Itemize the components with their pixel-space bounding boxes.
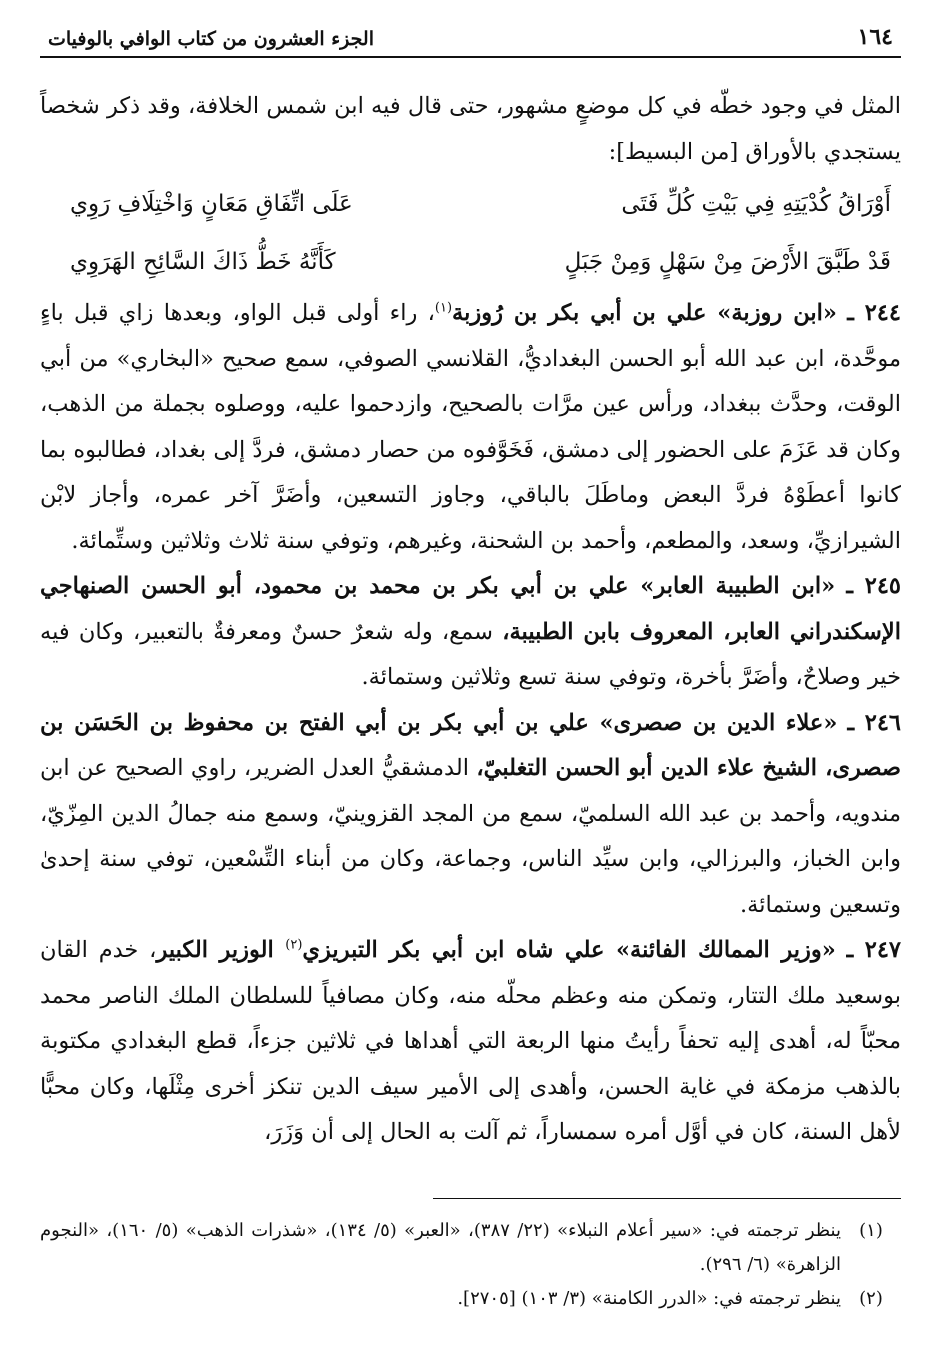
entry-247 (40, 928, 901, 1156)
verse-2-second-hemistich: كَأَنَّهُ خَطُّ ذَاكَ السَّائِحِ الهَرَوِي (70, 249, 336, 275)
verse-1-second-hemistich: عَلَى اتِّفَاقِ مَعَانٍ وَاخْتِلَافِ رَوِي (70, 191, 353, 217)
entry-heading-tail: الوزير الكبير (156, 937, 286, 963)
verse-2-first-hemistich: قَدْ طَبَّقَ الأَرْضَ مِنْ سَهْلٍ وَمِنْ جَبَلٍ (564, 249, 891, 275)
verse-1-first-hemistich: أَوْرَاقُ كُدْيَتِهِ فِي بَيْتِ كُلِّ فَتَى (621, 191, 891, 217)
entry-number: ٢٤٥ ـ (846, 573, 901, 599)
entry-text: ، راء أولى قبل الواو، وبعدها زاي قبل باءٍ موحَّدة، ابن عبد الله أبو الحسن البغداديُّ، القلانسي الصوفي، سمع صحيح «البخاري» من أبي الوقت، وحدَّث ببغداد، ورأس عين مرَّات بالصحيح، وازدحموا عليه، ووصلوه بجملة من الذهب، وكان قد عَزَمَ على الحضور إلى دمشق، فَخَوَّفوه من حصار دمشق، فردَّ إلى بغداد، فطالبوه بما كانوا أعطَوْهُ فردَّ البعض وماطَلَ بالباقي، وجاوز التسعين، وأضَرَّ آخر عمره، وأجاز لابْن الشيرازيِّ، وسعد، والمطعم، وأحمد بن الشحنة، وغيرهم، وتوفي سنة ثلاث وثلاثين وستِّمائة. (40, 300, 901, 554)
footnotes (40, 1214, 901, 1316)
footnote-2 (40, 1282, 901, 1316)
footnote-text: ينظر ترجمته في: «سير أعلام النبلاء» (٢٢/ ٣٨٧)، «العبر» (٥/ ١٣٤)، «شذرات الذهب» (٥/ ١٦٠)، «النجوم الزاهرة» (٦/ ٢٩٦). (40, 1220, 841, 1275)
entry-heading: «ابن الطبيبة العابر» علي بن أبي بكر بن محمد بن محمود، أبو الحسن الصنهاجي الإسكندراني العابر، المعروف بابن الطبيبة، (40, 573, 901, 645)
entry-heading: «علاء الدين بن صصرى» علي بن أبي بكر بن أبي الفتح بن محفوظ بن الحَسَن بن صصرى، الشيخ علاء الدين أبو الحسن التغلبيّ، (40, 709, 901, 781)
running-header (40, 18, 901, 58)
footnote-1 (40, 1214, 901, 1282)
entry-text: سمع، وله شعرٌ حسنٌ ومعرفةٌ بالتعبير، وكان فيه خير وصلاحٌ، وأضَرَّ بأخرة، وتوفي سنة تسع وثلاثين وستمائة. (40, 618, 901, 690)
entry-number: ٢٤٦ ـ (847, 709, 901, 736)
entry-text: ، خدم القان بوسعيد ملك التتار، وتمكن منه وعظم محلّه منه، وكان مصافياً للسلطان الملك الناصر محمد محبّاً له، أهدى إليه تحفاً رأيتُ منها الربعة التي أهداها في ثلاثين جزءاً، قطع البغدادي مكتوبة بالذهب مزمكة في غاية الحسن، وأهدى إلى الأمير سيف الدين تنكز أخرى مِثْلَها، وكان محبًّا لأهل السنة، كان في أوَّل أمره سمساراً، ثم آلت به الحال إلى أن وَزَرَ، (40, 937, 901, 1145)
main-text (40, 84, 901, 1156)
poem-verse-2 (40, 233, 901, 291)
entry-text: الدمشقيُّ العدل الضرير، راوي الصحيح عن ابن مندويه، وأحمد بن عبد الله السلميّ، سمع من المجد القزوينيّ، وسمع منه جمالُ الدين المِزّيّ، وابن الخباز، والبرزالي، وابن سيِّد الناس، وجماعة، وكان من أبناء التِّسْعين، توفي سنة إحدىٰ وتسعين وستمائة. (40, 755, 901, 918)
entry-245 (40, 564, 901, 701)
entry-number: ٢٤٧ ـ (846, 937, 901, 963)
entry-number: ٢٤٤ ـ (847, 300, 901, 326)
running-title: الجزء العشرون من كتاب الوافي بالوفيات (48, 28, 374, 50)
entry-heading: «وزير الممالك الفائنة» علي شاه ابن أبي بكر التبريزي (302, 937, 836, 963)
footnote-text: ينظر ترجمته في: «الدرر الكامنة» (٣/ ١٠٣) [٢٧٠٥]. (457, 1288, 841, 1309)
footnote-separator (433, 1198, 901, 1199)
footnote-ref[interactable]: (١) (434, 300, 453, 316)
page-number: ١٦٤ (857, 24, 893, 50)
footnote-number: (١) (859, 1220, 883, 1241)
book-page (40, 18, 901, 1371)
entry-heading: «ابن روزبة» علي بن أبي بكر بن رُوزبة (452, 300, 837, 326)
footnote-ref[interactable]: (٢) (285, 937, 303, 953)
entry-246 (40, 701, 901, 929)
poem-verse-1 (40, 175, 901, 233)
entry-244 (40, 291, 901, 564)
footnote-number: (٢) (859, 1288, 883, 1309)
intro-paragraph: المثل في وجود خطّه في كل موضعٍ مشهور، حتى قال فيه ابن شمس الخلافة، وقد ذكر شخصاً يستجدي بالأوراق [من البسيط]: (40, 93, 901, 165)
